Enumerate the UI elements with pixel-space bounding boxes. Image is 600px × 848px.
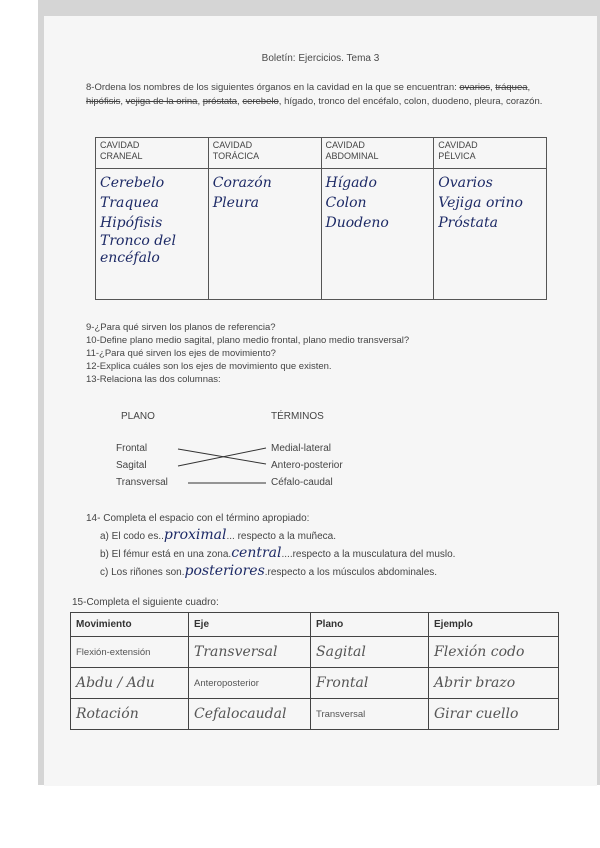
- cavity-header-abdominal: CAVIDAD ABDOMINAL: [321, 138, 434, 169]
- worksheet-page: [44, 16, 597, 786]
- organ-entry: Pleura: [212, 195, 259, 211]
- organ-entry: Duodeno: [325, 215, 389, 231]
- organ-entry: Vejiga orino: [438, 195, 523, 211]
- organ-name: pleura: [474, 96, 501, 107]
- organ-entry: Hígado: [325, 175, 377, 191]
- table-row: [71, 637, 559, 668]
- organ-name: duodeno: [431, 96, 469, 107]
- question-8: [86, 81, 556, 109]
- organ-name: hígado: [284, 96, 314, 107]
- question-10: 10-Define plano medio sagital, plano medio frontal, plano medio transversal?: [86, 335, 410, 346]
- question-14: [86, 510, 455, 581]
- question-13: 13-Relaciona las dos columnas:: [86, 374, 221, 385]
- question-15-title: 15-Completa el siguiente cuadro:: [72, 597, 219, 608]
- example-cell: Girar cuello: [429, 699, 559, 730]
- question-14-title: 14- Completa el espacio con el término apropiado:: [86, 513, 310, 524]
- document-title: Boletín: Ejercicios. Tema 3: [261, 53, 380, 64]
- organ-entry: Cerebelo: [100, 175, 165, 191]
- organ-name: cerebelo: [242, 96, 279, 107]
- plane-cell: Frontal: [311, 668, 429, 699]
- term-antero-posterior: Antero-posterior: [271, 460, 343, 471]
- organ-entry: Tronco del encéfalo: [100, 233, 176, 266]
- axis-cell: Cefalocaudal: [189, 699, 311, 730]
- organ-name: vejiga de la orina: [125, 96, 198, 107]
- cavity-header-pelvica: CAVIDAD PÉLVICA: [434, 138, 547, 169]
- answer-a: proximal: [163, 527, 227, 543]
- movement-cell: Rotación: [71, 699, 189, 730]
- answer-c: posteriores: [184, 563, 265, 579]
- plane-cell: Transversal: [311, 699, 429, 730]
- plane-sagital: Sagital: [116, 460, 147, 471]
- organ-entry: Corazón: [212, 175, 272, 191]
- example-cell: Abrir brazo: [429, 668, 559, 699]
- cavity-column-pelvica: [434, 169, 547, 300]
- term-cefalo-caudal: Céfalo-caudal: [271, 477, 333, 488]
- question-9: 9-¿Para qué sirven los planos de referencia?: [86, 322, 276, 333]
- matching-header-terminos: TÉRMINOS: [271, 411, 324, 422]
- organ-name: tráquea: [495, 82, 528, 93]
- organ-name: tronco del encéfalo: [318, 96, 399, 107]
- organ-name: ovarios: [459, 82, 491, 93]
- cavity-column-abdominal: [321, 169, 434, 300]
- plane-cell: Sagital: [311, 637, 429, 668]
- axis-cell: Transversal: [189, 637, 311, 668]
- movement-table-body: [71, 637, 559, 730]
- movement-header: Movimiento: [71, 613, 189, 637]
- question-14-item-a: a) El codo es..proximal... respecto a la muñeca.: [100, 527, 336, 543]
- question-8-intro: 8-Ordena los nombres de los siguientes órganos en la cavidad en la que se encuentran:: [86, 82, 457, 93]
- example-header: Ejemplo: [429, 613, 559, 637]
- matching-exercise: [116, 411, 416, 501]
- organ-name: hipófisis: [86, 96, 121, 107]
- table-row: [71, 699, 559, 730]
- cavity-column-toracica: [208, 169, 321, 300]
- movement-cell: Flexión-extensión: [71, 637, 189, 668]
- questions-9-to-13: [86, 321, 409, 386]
- answer-b: central: [231, 545, 282, 561]
- organ-entry: Próstata: [438, 215, 498, 231]
- term-medial-lateral: Medial-lateral: [271, 443, 332, 454]
- organ-name: corazón: [505, 96, 540, 107]
- cavity-column-craneal: [96, 169, 209, 300]
- example-cell: Flexión codo: [429, 637, 559, 668]
- question-8-organ-list: ovarios, tráquea, hipófisis, vejiga de la orina, próstata, cerebelo, hígado, tronco del encéfalo, colon, duodeno, pleura, corazón.: [86, 82, 543, 107]
- plane-frontal: Frontal: [116, 443, 148, 454]
- matching-header-plano: PLANO: [121, 411, 155, 422]
- organ-name: colon: [403, 96, 427, 107]
- cavity-table: [95, 137, 547, 300]
- organ-entry: Traquea: [100, 195, 159, 211]
- axis-header: Eje: [189, 613, 311, 637]
- question-11: 11-¿Para qué sirven los ejes de movimiento?: [86, 348, 276, 359]
- question-14-item-c: c) Los riñones son.posteriores.respecto a los músculos abdominales.: [100, 563, 438, 579]
- table-row: [71, 668, 559, 699]
- organ-entry: Colon: [325, 195, 367, 211]
- organ-entry: Ovarios: [438, 175, 493, 191]
- movement-cell: Abdu / Adu: [71, 668, 189, 699]
- movement-table: [70, 612, 559, 730]
- plane-transversal: Transversal: [116, 477, 168, 488]
- organ-entry: Hipófisis: [100, 215, 163, 231]
- question-14-item-b: b) El fémur está en una zona.central....respecto a la musculatura del muslo.: [100, 545, 456, 561]
- axis-cell: Anteroposterior: [189, 668, 311, 699]
- organ-name: próstata: [202, 96, 238, 107]
- plane-header: Plano: [311, 613, 429, 637]
- cavity-header-toracica: CAVIDAD TORÁCICA: [208, 138, 321, 169]
- cavity-header-craneal: CAVIDAD CRANEAL: [96, 138, 209, 169]
- question-12: 12-Explica cuáles son los ejes de movimiento que existen.: [86, 361, 332, 372]
